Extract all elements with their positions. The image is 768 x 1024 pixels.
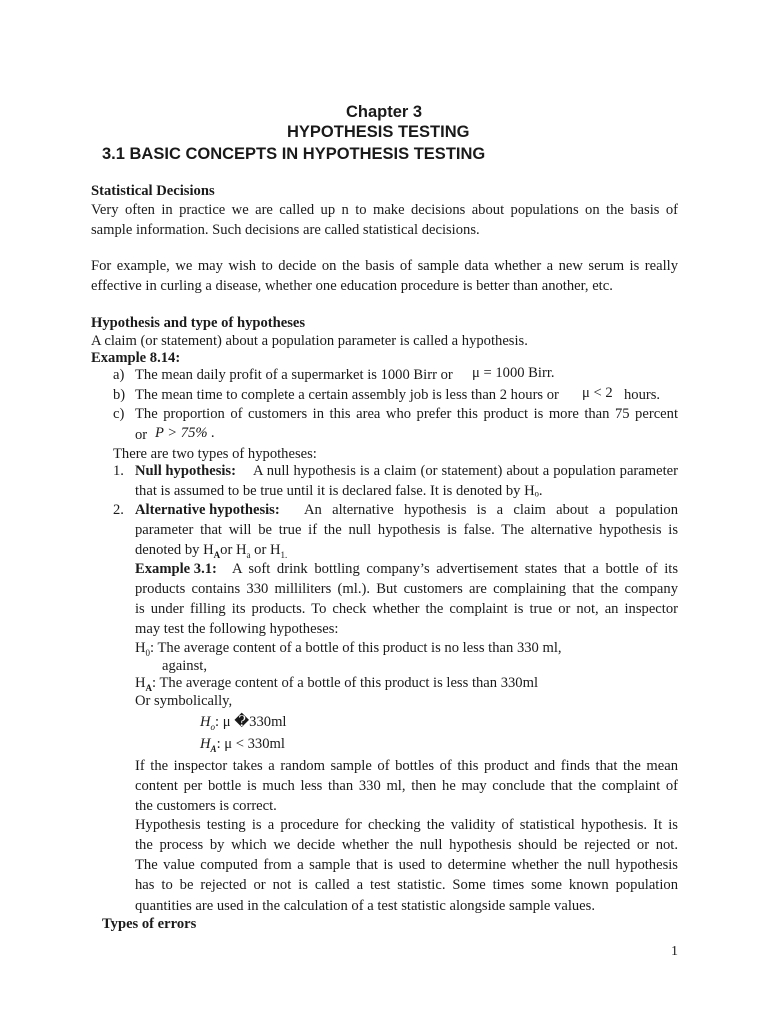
- paragraph-line: products contains 330 milliliters (ml.). But customers are complaining that the company: [135, 581, 678, 597]
- paragraph-line: is under filling its products. To check whether the complaint is true or not, an inspector: [135, 601, 678, 617]
- list-marker: a): [113, 367, 125, 383]
- alternative-hypothesis-statement: $H_A$: The average content of a bottle of this product is less than 330ml: [135, 675, 539, 693]
- math-expression: μ < 2: [582, 385, 613, 401]
- section-title: 3.1 BASIC CONCEPTS IN HYPOTHESIS TESTING: [102, 145, 486, 163]
- paragraph-line: effective in curling a disease, whether one education procedure is better than another, etc.: [91, 278, 613, 294]
- paragraph-line: Very often in practice we are called up n to make decisions about populations on the basis of: [91, 202, 678, 218]
- list-item-text: or: [135, 427, 148, 443]
- paragraph-line: There are two types of hypotheses:: [113, 446, 317, 462]
- hypothesis-intro: A claim (or statement) about a population parameter is called a hypothesis.: [91, 333, 528, 349]
- paragraph-line: denoted by $H_Aor$ $H_a$ or $H_{1.}$: [135, 542, 288, 560]
- formula-alternative: $H_A$: μ < 330ml: [200, 736, 285, 754]
- list-marker: 2.: [113, 502, 124, 518]
- paragraph-line: The value computed from a sample that is used to determine whether the null hypothesis: [135, 857, 678, 873]
- list-item-text: The proportion of customers in this area who prefer this product is more than 75 percent: [135, 406, 678, 422]
- paragraph-line: sample information. Such decisions are called statistical decisions.: [91, 222, 480, 238]
- chapter-title: HYPOTHESIS TESTING: [287, 123, 470, 141]
- paragraph-line: parameter that will be true if the null hypothesis is false. The alternative hypothesis is: [135, 522, 678, 538]
- list-marker: 1.: [113, 463, 124, 479]
- null-hypothesis-statement: $H_0$: The average content of a bottle of this product is no less than 330 ml,: [135, 640, 562, 658]
- paragraph-line: If the inspector takes a random sample of bottles of this product and finds that the mean: [135, 758, 678, 774]
- paragraph-line: Hypothesis testing is a procedure for checking the validity of statistical hypothesis. It is: [135, 817, 678, 833]
- types-of-errors-heading: Types of errors: [102, 916, 197, 932]
- hypothesis-heading: Hypothesis and type of hypotheses: [91, 315, 306, 331]
- paragraph-line: the customers is correct.: [135, 798, 277, 814]
- math-expression: P > 75% .: [155, 425, 215, 441]
- chapter-label: Chapter 3: [346, 103, 423, 121]
- list-item-text: The mean daily profit of a supermarket is 1000 Birr or: [135, 367, 453, 383]
- paragraph-line: quantities are used in the calculation of a test statistic alongside sample values.: [135, 898, 595, 914]
- null-hypothesis-term: Null hypothesis:: [135, 463, 236, 479]
- against-label: against,: [162, 658, 207, 674]
- paragraph-line: A soft drink bottling company’s advertisement states that a bottle of its: [232, 561, 678, 577]
- page-number: 1: [671, 944, 678, 959]
- formula-null: $H_o$: μ �330ml: [200, 714, 287, 732]
- paragraph-line: may test the following hypotheses:: [135, 621, 339, 637]
- paragraph-line: An alternative hypothesis is a claim about a population: [304, 502, 678, 518]
- example-label: Example 3.1:: [135, 561, 217, 577]
- alternative-hypothesis-term: Alternative hypothesis:: [135, 502, 280, 518]
- statistical-decisions-heading: Statistical Decisions: [91, 183, 215, 199]
- list-item-text: The mean time to complete a certain assembly job is less than 2 hours or: [135, 387, 559, 403]
- list-marker: b): [113, 387, 126, 403]
- paragraph-line: Or symbolically,: [135, 693, 233, 709]
- paragraph-line: A null hypothesis is a claim (or statement) about a population parameter: [253, 463, 678, 479]
- list-item-text: hours.: [624, 387, 661, 403]
- paragraph-line: that is assumed to be true until it is declared false. It is denoted by Hₒ.: [135, 483, 543, 499]
- paragraph-line: the process by which we decide whether the null hypothesis should be rejected or not.: [135, 837, 678, 853]
- math-expression: μ = 1000 Birr.: [472, 365, 555, 381]
- example-label: Example 8.14:: [91, 350, 181, 366]
- paragraph-line: has to be rejected or not is called a test statistic. Some times some known population: [135, 877, 678, 893]
- paragraph-line: content per bottle is much less than 330 ml, then he may conclude that the complaint of: [135, 778, 678, 794]
- paragraph-line: For example, we may wish to decide on the basis of sample data whether a new serum is really: [91, 258, 678, 274]
- list-marker: c): [113, 406, 125, 422]
